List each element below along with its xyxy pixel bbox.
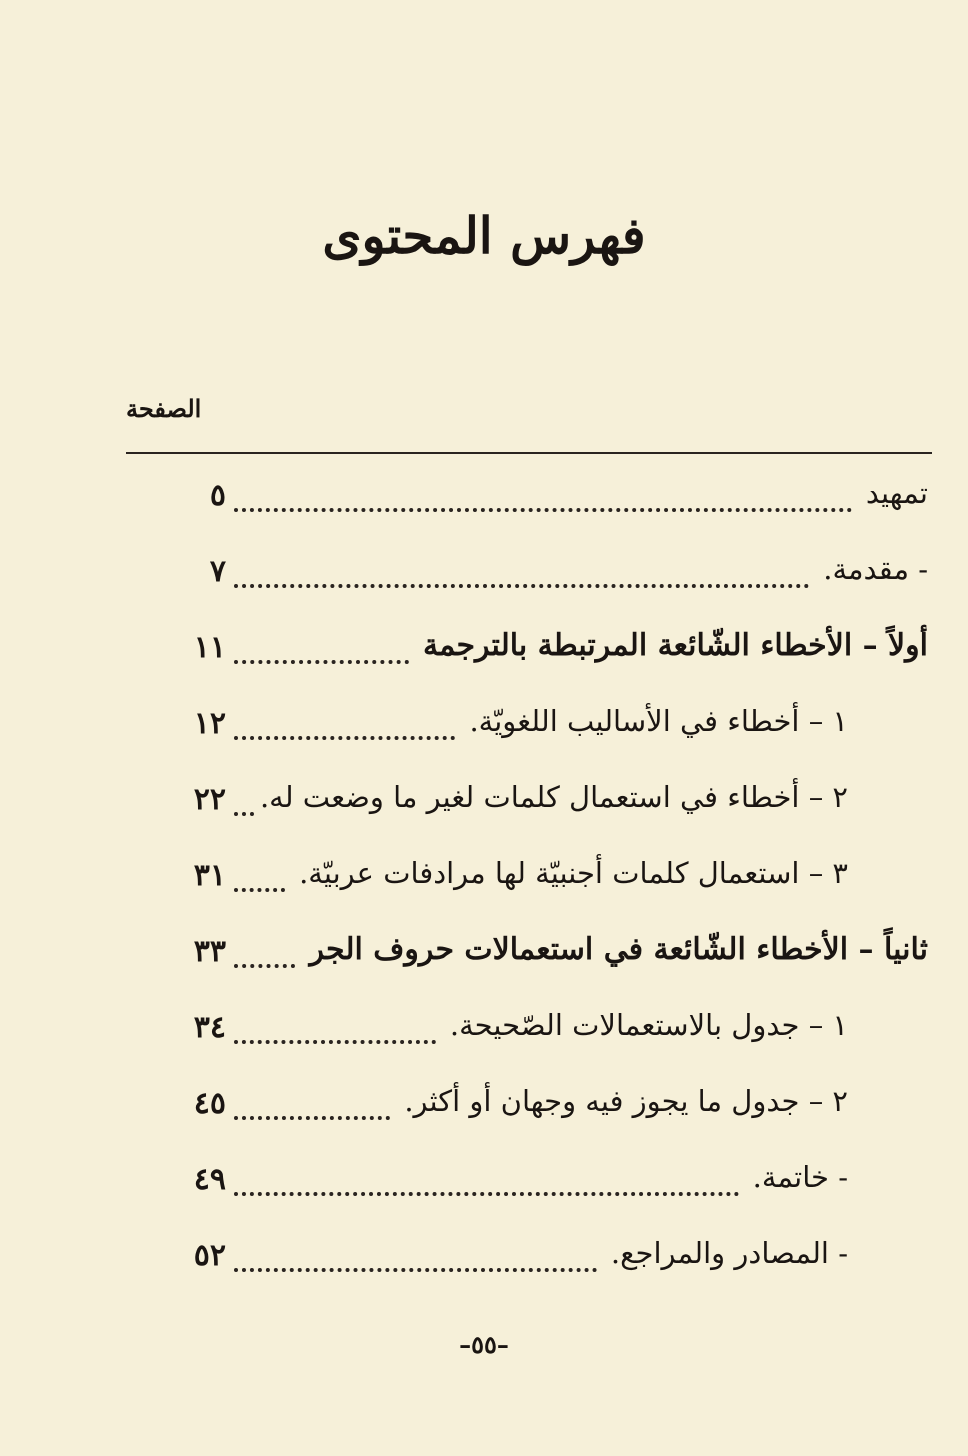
dot-leader: [234, 1264, 597, 1272]
toc-entry-page: ٤٥: [193, 1086, 226, 1121]
toc-entry-label: - المصادر والمراجع.: [610, 1236, 848, 1270]
toc-entry: [0, 614, 968, 690]
toc-entry: [0, 538, 968, 614]
toc-entry-page: ٣٤: [193, 1010, 226, 1045]
toc-entry: [0, 1070, 968, 1146]
toc-entry: [0, 994, 968, 1070]
toc-entry-page: ٣٣: [193, 934, 226, 969]
toc-entry-label: ٢ – جدول ما يجوز فيه وجهان أو أكثر.: [404, 1084, 848, 1118]
dot-leader: [234, 1036, 436, 1044]
toc-entry-page: ١٢: [193, 706, 226, 741]
toc-entry-page: ٥٢: [193, 1238, 226, 1273]
toc-entry-label: أولاً – الأخطاء الشّائعة المرتبطة بالترجمة: [423, 628, 928, 663]
dot-leader: [234, 504, 852, 512]
header-divider: [126, 452, 932, 454]
toc-entry-page: ٢٢: [193, 782, 226, 817]
toc-entry: [0, 462, 968, 538]
page-column-header: الصفحة: [126, 394, 202, 423]
toc-entry: [0, 1222, 968, 1298]
dot-leader: [234, 580, 809, 588]
toc-entry: [0, 842, 968, 918]
toc-entry-label: ١ – أخطاء في الأساليب اللغويّة.: [469, 704, 848, 738]
dot-leader: [234, 808, 254, 816]
toc-entry-label: - مقدمة.: [823, 552, 928, 586]
toc-entry: [0, 766, 968, 842]
toc-entry-label: تمهيد: [865, 476, 928, 510]
toc-entry: [0, 690, 968, 766]
toc-entry: [0, 1146, 968, 1222]
dot-leader: [234, 732, 455, 740]
toc-entry-page: ٥: [209, 478, 226, 513]
toc-entry-label: ١ – جدول بالاستعمالات الصّحيحة.: [449, 1008, 848, 1042]
toc-entry-label: ثانياً – الأخطاء الشّائعة في استعمالات حروف الجر: [309, 932, 928, 967]
toc-entry-page: ٤٩: [193, 1162, 226, 1197]
dot-leader: [234, 1112, 390, 1120]
dot-leader: [234, 1188, 739, 1196]
dot-leader: [234, 656, 409, 664]
page-number: –٥٥–: [459, 1330, 509, 1359]
toc-entry-page: ٣١: [193, 858, 226, 893]
toc-entry-label: - خاتمة.: [752, 1160, 848, 1194]
toc-entry: [0, 918, 968, 994]
toc-entry-label: ٣ – استعمال كلمات أجنبيّة لها مرادفات عربيّة.: [299, 856, 848, 890]
toc-entry-label: ٢ – أخطاء في استعمال كلمات لغير ما وضعت له.: [259, 780, 848, 814]
toc-entry-page: ١١: [193, 630, 226, 665]
page-title: فهرس المحتوى: [322, 206, 646, 265]
dot-leader: [234, 884, 285, 892]
dot-leader: [234, 960, 295, 968]
toc-entry-page: ٧: [209, 554, 226, 589]
